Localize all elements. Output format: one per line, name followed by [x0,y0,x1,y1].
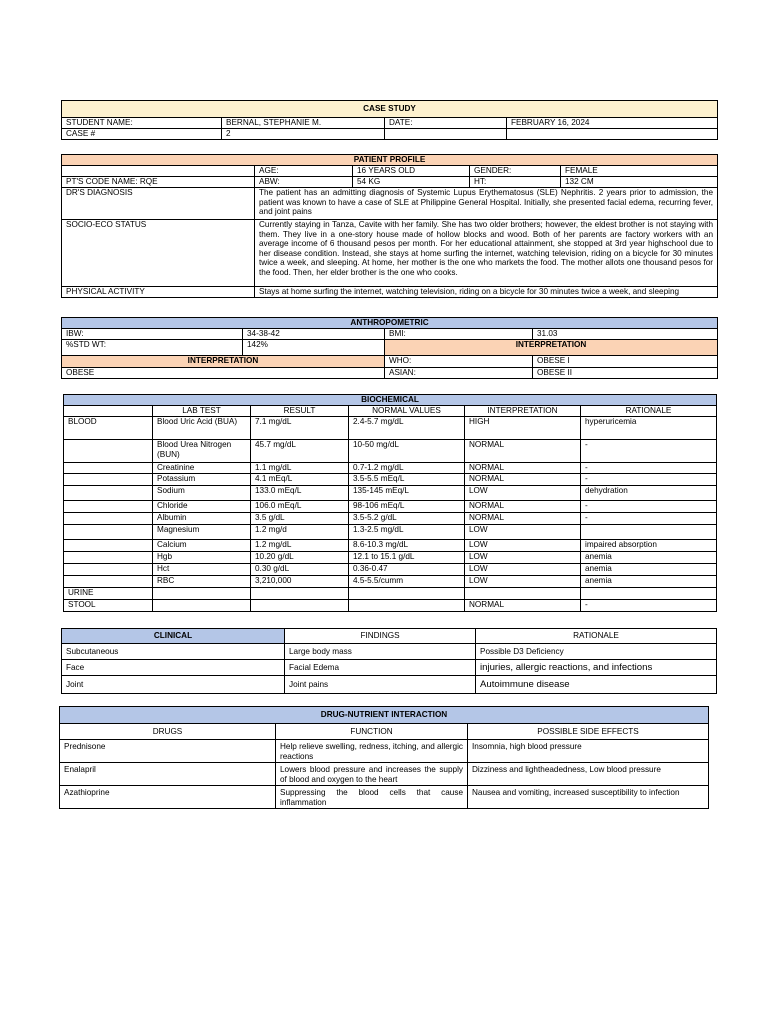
biochem-cell: - [581,501,717,513]
biochem-cell: - [581,440,717,463]
gender-value: FEMALE [561,166,718,177]
clinical-cell: Autoimmune disease [476,676,717,694]
biochem-cell: LOW [465,486,581,501]
biochem-cell: 3.5-5.2 g/dL [349,513,465,525]
clinical-cell: Facial Edema [285,660,476,676]
biochem-cell: 1.2 mg/dL [251,540,349,552]
biochem-cell: Chloride [153,501,251,513]
biochem-cell [64,552,153,564]
biochem-cell: 98-106 mEq/L [349,501,465,513]
case-number-label: CASE # [62,129,222,140]
biochem-cell [64,525,153,540]
biochem-cell: LOW [465,525,581,540]
biochem-cell [64,501,153,513]
drug-cell: Suppressing the blood cells that cause inflammation [276,786,468,809]
socio-eco-value: Currently staying in Tanza, Cavite with her family. She has two older brothers; however, the eldest brother is not staying with them. They live in a one-story house made of hollow blocks and wood. Both of her parents are factory workers with an average income of 6 thousand pesos per month. For her educational attainment, she stopped at 3rd year highschool due to her disease condition. Instead, she stays at home surfing the internet, watching television, riding on a bicycle for 30 minutes twice a week, and sleeping. At home, her mother is the one who markets the food. The mother allots one thousand pesos for the food. Then, her elder brother is the one who cooks. [255,220,718,287]
case-number-value: 2 [222,129,385,140]
biochem-cell: NORMAL [465,463,581,474]
biochem-cell: Potassium [153,474,251,486]
empty-cell [507,129,718,140]
student-name-label: STUDENT NAME: [62,118,222,129]
biochem-cell [349,600,465,612]
clinical-header: CLINICAL [62,629,285,644]
biochem-cell [465,588,581,600]
height-label: HT: [470,177,561,188]
drug-nutrient-table [59,706,709,809]
biochem-cell [64,513,153,525]
biochem-cell [251,588,349,600]
biochem-cell: Albumin [153,513,251,525]
interpretation-header-right: INTERPRETATION [385,340,718,356]
bmi-value: 31.03 [533,329,718,340]
biochem-cell: LOW [465,552,581,564]
biochemical-title: BIOCHEMICAL [64,395,717,406]
clinical-cell: Joint pains [285,676,476,694]
biochem-cell: LOW [465,564,581,576]
biochem-cell: 10-50 mg/dL [349,440,465,463]
clinical-table [61,628,717,694]
biochem-cell: NORMAL [465,440,581,463]
clinical-cell: injuries, allergic reactions, and infections [476,660,717,676]
biochem-cell: Hct [153,564,251,576]
biochem-cell [64,463,153,474]
case-study-table [61,100,718,140]
gender-label: GENDER: [470,166,561,177]
bmi-label: BMI: [385,329,533,340]
std-wt-value: 142% [243,340,385,356]
biochem-cell: 2.4-5.7 mg/dL [349,417,465,440]
biochem-cell: LOW [465,540,581,552]
empty-cell [385,129,507,140]
patient-code-name: PT'S CODE NAME: RQE [62,177,255,188]
drug-cell: Enalapril [60,763,276,786]
abw-value: 54 KG [353,177,470,188]
biochem-cell: 133.0 mEq/L [251,486,349,501]
biochem-cell: anemia [581,552,717,564]
interpretation-value: OBESE [62,368,385,379]
biochem-cell: 45.7 mg/dL [251,440,349,463]
biochem-header-rationale: RATIONALE [581,406,717,417]
function-header: FUNCTION [276,724,468,740]
drug-cell: Help relieve swelling, redness, itching, and allergic reactions [276,740,468,763]
biochem-cell: Blood Uric Acid (BUA) [153,417,251,440]
biochem-cell: RBC [153,576,251,588]
biochem-header-result: RESULT [251,406,349,417]
biochem-cell: hyperuricemia [581,417,717,440]
biochem-cell: 106.0 mEq/L [251,501,349,513]
drug-cell: Azathioprine [60,786,276,809]
case-study-title: CASE STUDY [62,101,718,118]
biochem-cell: 8.6-10.3 mg/dL [349,540,465,552]
anthropometric-title: ANTHROPOMETRIC [62,318,718,329]
physical-activity-label: PHYSICAL ACTIVITY [62,287,255,298]
biochem-cell [64,564,153,576]
drug-cell: Insomnia, high blood pressure [468,740,709,763]
biochem-cell: 0.36-0.47 [349,564,465,576]
biochem-cell: 4.5-5.5/cumm [349,576,465,588]
asian-value: OBESE II [533,368,718,379]
biochem-cell [64,576,153,588]
ibw-value: 34-38-42 [243,329,385,340]
biochem-cell: anemia [581,564,717,576]
side-effects-header: POSSIBLE SIDE EFFECTS [468,724,709,740]
biochem-cell: NORMAL [465,501,581,513]
biochem-cell: 3,210,000 [251,576,349,588]
clinical-cell: Joint [62,676,285,694]
biochem-cell: STOOL [64,600,153,612]
biochem-cell: Magnesium [153,525,251,540]
abw-label: ABW: [255,177,353,188]
biochem-cell: 7.1 mg/dL [251,417,349,440]
biochem-cell [153,600,251,612]
biochem-cell: Calcium [153,540,251,552]
biochem-cell: HIGH [465,417,581,440]
biochem-header-normal-values: NORMAL VALUES [349,406,465,417]
std-wt-label: %STD WT: [62,340,243,356]
biochem-cell: LOW [465,576,581,588]
biochem-cell: NORMAL [465,600,581,612]
biochem-cell: 4.1 mEq/L [251,474,349,486]
biochem-cell: dehydration [581,486,717,501]
drug-cell: Dizziness and lightheadedness, Low blood pressure [468,763,709,786]
biochem-cell: 10.20 g/dL [251,552,349,564]
biochem-cell: - [581,513,717,525]
biochem-cell: Hgb [153,552,251,564]
biochem-cell: 1.2 mg/d [251,525,349,540]
student-name-value: BERNAL, STEPHANIE M. [222,118,385,129]
date-value: FEBRUARY 16, 2024 [507,118,718,129]
clinical-cell: Subcutaneous [62,644,285,660]
biochem-cell [581,525,717,540]
who-value: OBESE I [533,356,718,368]
drugs-header: DRUGS [60,724,276,740]
biochem-cell: URINE [64,588,153,600]
biochem-cell: - [581,600,717,612]
drug-cell: Nausea and vomiting, increased susceptibility to infection [468,786,709,809]
biochem-cell: NORMAL [465,474,581,486]
biochem-cell: 0.30 g/dL [251,564,349,576]
biochem-header-category [64,406,153,417]
who-label: WHO: [385,356,533,368]
clinical-cell: Large body mass [285,644,476,660]
biochemical-table [63,394,717,612]
biochem-header-interpretation: INTERPRETATION [465,406,581,417]
clinical-cell: Possible D3 Deficiency [476,644,717,660]
findings-header: FINDINGS [285,629,476,644]
biochem-cell: impaired absorption [581,540,717,552]
diagnosis-value: The patient has an admitting diagnosis of Systemic Lupus Erythematosus (SLE) Nephritis. 2 years prior to admission, the patient was known to have a case of SLE at Philippine General Hospital. Initially, she presented facial edema, recurring fever, and joint pains [255,188,718,220]
biochem-cell [64,486,153,501]
diagnosis-label: DR'S DIAGNOSIS [62,188,255,220]
biochem-cell: BLOOD [64,417,153,440]
physical-activity-value: Stays at home surfing the internet, watching television, riding on a bicycle for 30 minutes twice a week, and sleeping [255,287,718,298]
biochem-cell: 1.1 mg/dL [251,463,349,474]
asian-label: ASIAN: [385,368,533,379]
biochem-cell: 135-145 mEq/L [349,486,465,501]
biochem-cell [251,600,349,612]
biochem-cell: 0.7-1.2 mg/dL [349,463,465,474]
biochem-cell [64,440,153,463]
height-value: 132 CM [561,177,718,188]
empty-cell [62,166,255,177]
biochem-cell [64,474,153,486]
biochem-cell: NORMAL [465,513,581,525]
drug-nutrient-title: DRUG-NUTRIENT INTERACTION [60,707,709,724]
biochem-header-lab-test: LAB TEST [153,406,251,417]
biochem-cell [64,540,153,552]
rationale-header: RATIONALE [476,629,717,644]
interpretation-header-left: INTERPRETATION [62,356,385,368]
biochem-cell: 3.5-5.5 mEq/L [349,474,465,486]
biochem-cell: - [581,463,717,474]
socio-eco-label: SOCIO-ECO STATUS [62,220,255,287]
clinical-cell: Face [62,660,285,676]
biochem-cell: Creatinine [153,463,251,474]
date-label: DATE: [385,118,507,129]
biochem-cell: Blood Urea Nitrogen (BUN) [153,440,251,463]
biochem-cell: Sodium [153,486,251,501]
patient-profile-title: PATIENT PROFILE [62,155,718,166]
drug-cell: Lowers blood pressure and increases the supply of blood and oxygen to the heart [276,763,468,786]
biochem-cell [349,588,465,600]
ibw-label: IBW: [62,329,243,340]
patient-profile-table [61,154,718,298]
anthropometric-table [61,317,718,379]
biochem-cell: 12.1 to 15.1 g/dL [349,552,465,564]
biochem-cell [581,588,717,600]
drug-cell: Prednisone [60,740,276,763]
biochem-cell [153,588,251,600]
biochem-cell: 1.3-2.5 mg/dL [349,525,465,540]
biochem-cell: anemia [581,576,717,588]
biochem-cell: - [581,474,717,486]
biochem-cell: 3.5 g/dL [251,513,349,525]
age-value: 16 YEARS OLD [353,166,470,177]
age-label: AGE: [255,166,353,177]
